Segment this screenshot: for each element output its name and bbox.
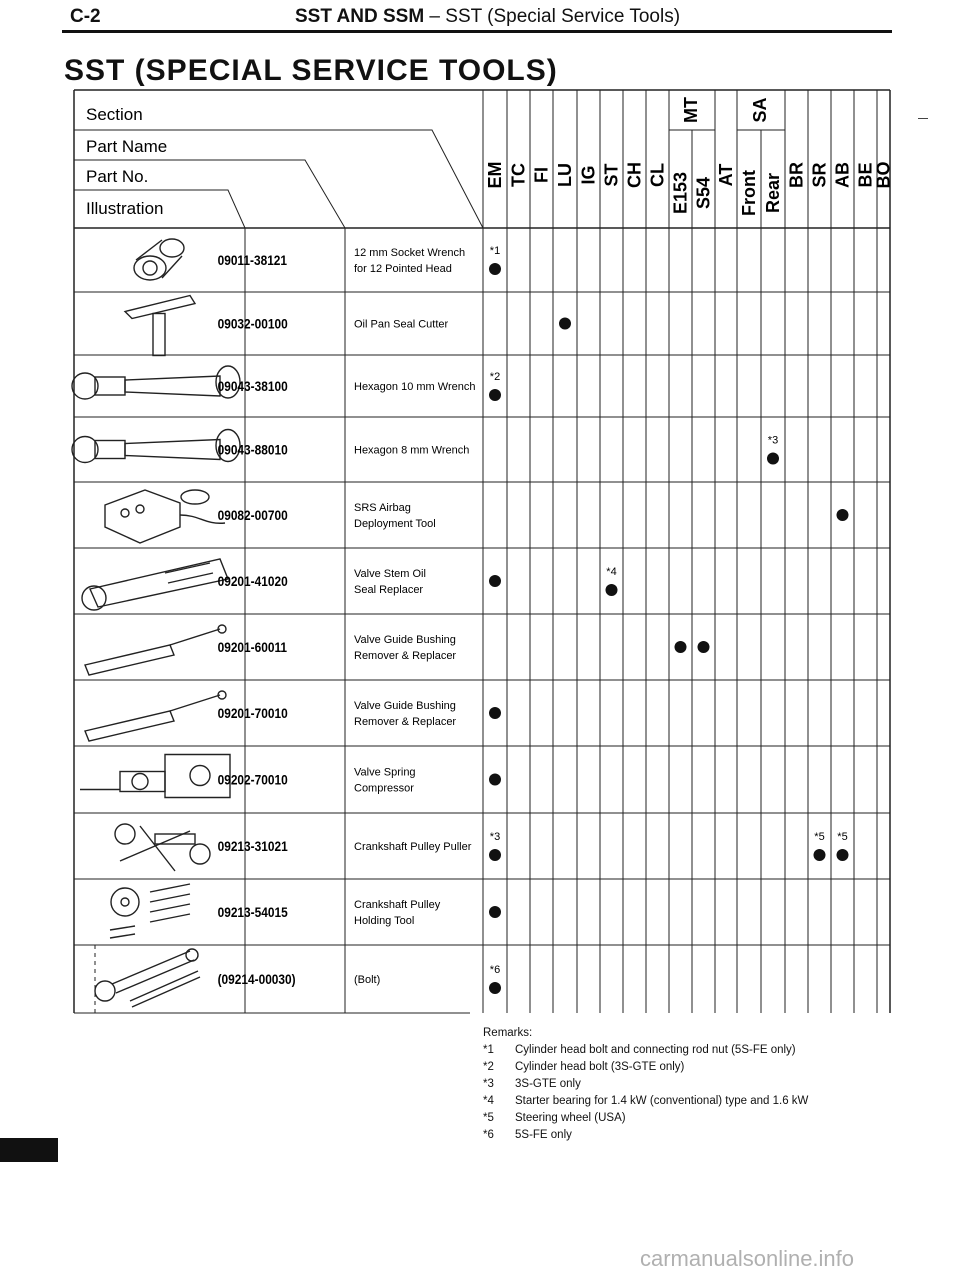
part-name: for 12 Pointed Head	[354, 263, 452, 275]
remark-item	[483, 1042, 808, 1059]
usage-note: *2	[489, 371, 501, 383]
tool-row	[125, 296, 571, 356]
remark-text: 3S-GTE only	[515, 1078, 581, 1090]
usage-dot	[837, 849, 849, 861]
remark-text: Cylinder head bolt (3S-GTE only)	[515, 1061, 685, 1073]
part-number: (09214-00030)	[217, 971, 296, 988]
tool-row	[80, 755, 501, 798]
section-label-cl: CL	[647, 163, 668, 187]
section-label-ig: IG	[578, 165, 599, 185]
remark-text: Cylinder head bolt and connecting rod nut (5S-FE only)	[515, 1044, 796, 1056]
part-name: Remover & Replacer	[354, 650, 457, 662]
pulley-holder-icon	[110, 884, 190, 938]
pulley-puller-icon	[115, 824, 210, 871]
page-number: C-2	[70, 6, 101, 27]
remark-item	[483, 1059, 808, 1076]
section-label-ab: AB	[832, 162, 853, 188]
usage-dot	[559, 318, 571, 330]
section-label-ch: CH	[624, 162, 645, 188]
section-label-bo: BO	[873, 161, 894, 189]
usage-dot	[837, 509, 849, 521]
section-label-fi: FI	[531, 167, 552, 183]
usage-dot	[489, 982, 501, 994]
usage-dot	[489, 707, 501, 719]
section-label-br: BR	[786, 162, 807, 188]
part-number: 09213-31021	[217, 838, 288, 855]
remarks	[483, 1025, 808, 1144]
part-name: Remover & Replacer	[354, 716, 457, 728]
usage-note: *6	[489, 964, 501, 976]
section-label-rear: Rear	[762, 172, 783, 214]
tool-row	[85, 625, 710, 675]
section-tab-marker	[0, 1138, 58, 1162]
part-name: Deployment Tool	[354, 518, 436, 530]
footer-watermark: carmanualsonline.info	[640, 1246, 855, 1271]
part-number: 09082-00700	[217, 507, 288, 524]
running-header-rest: – SST (Special Service Tools)	[424, 6, 681, 27]
part-number: 09011-38121	[217, 252, 288, 269]
remark-text: Starter bearing for 1.4 kW (conventional) type and 1.6 kW	[515, 1095, 809, 1107]
usage-dot	[489, 389, 501, 401]
part-name: Seal Replacer	[354, 584, 424, 596]
usage-dot	[489, 849, 501, 861]
running-header-bold: SST AND SSM	[295, 6, 425, 27]
usage-dot	[675, 641, 687, 653]
usage-note: *4	[606, 566, 617, 578]
usage-dot	[489, 263, 501, 275]
tool-row	[72, 366, 501, 401]
part-name: Valve Guide Bushing	[354, 634, 456, 646]
remarks-title: Remarks:	[483, 1027, 533, 1039]
bushing-remover-icon	[85, 625, 226, 675]
group-label-sa: SA	[749, 97, 770, 123]
remark-number: *6	[483, 1129, 494, 1141]
tool-row	[85, 691, 501, 741]
usage-note: *3	[489, 831, 501, 843]
section-label-em: EM	[484, 161, 505, 189]
airbag-tool-icon	[105, 490, 225, 543]
remark-number: *3	[483, 1078, 494, 1090]
remark-item	[483, 1093, 808, 1110]
header-part-name-label: Part Name	[86, 137, 168, 156]
header-section-label: Section	[86, 105, 143, 124]
section-label-front: Front	[738, 170, 759, 216]
part-name: Valve Spring	[354, 766, 416, 779]
header-illustration-label: Illustration	[86, 199, 164, 218]
hex-wrench-icon	[72, 430, 240, 463]
tool-row	[95, 949, 501, 1007]
part-name: (Bolt)	[354, 974, 381, 986]
tool-row	[110, 884, 501, 938]
usage-dot	[606, 584, 618, 596]
part-name: Crankshaft Pulley	[354, 899, 441, 911]
section-label-s54: S54	[693, 176, 714, 210]
hex-wrench-icon	[72, 366, 240, 399]
group-label-mt: MT	[680, 97, 701, 123]
usage-dot	[698, 641, 710, 653]
seal-replacer-icon	[82, 559, 228, 610]
section-label-lu: LU	[554, 163, 575, 187]
usage-dot	[814, 849, 826, 861]
remark-number: *1	[483, 1044, 494, 1056]
seal-cutter-icon	[125, 296, 195, 356]
part-name: Valve Stem Oil	[354, 568, 426, 580]
part-number: 09201-41020	[217, 573, 288, 590]
part-name: Compressor	[354, 782, 414, 795]
part-number: 09043-88010	[217, 441, 288, 458]
usage-note: *1	[489, 245, 501, 257]
remark-item	[483, 1127, 808, 1144]
remarks-list	[483, 1042, 808, 1144]
bolt-icon	[95, 949, 200, 1007]
socket-icon	[134, 239, 184, 280]
usage-note: *3	[767, 434, 779, 447]
header-part-no-label: Part No.	[86, 167, 149, 186]
usage-note: *5	[837, 831, 848, 843]
part-name: Valve Guide Bushing	[354, 700, 456, 712]
section-label-e153: E153	[670, 171, 691, 215]
remark-number: *4	[483, 1095, 494, 1107]
section-label-st: ST	[601, 163, 622, 187]
usage-dot	[489, 575, 501, 587]
part-number: 09201-70010	[217, 705, 288, 722]
section-label-be: BE	[855, 162, 876, 188]
remark-item	[483, 1110, 808, 1127]
usage-dot	[489, 774, 501, 786]
part-name: Hexagon 10 mm Wrench	[354, 381, 476, 393]
tool-row	[72, 430, 779, 465]
bushing-remover-icon	[85, 691, 226, 741]
remark-text: 5S-FE only	[515, 1129, 572, 1141]
usage-note: *5	[814, 831, 825, 843]
tool-row	[82, 559, 618, 610]
section-label-tc: TC	[508, 163, 529, 187]
part-name: SRS Airbag	[354, 502, 411, 514]
part-number: 09213-54015	[217, 904, 288, 921]
remark-number: *5	[483, 1112, 494, 1124]
part-number: 09202-70010	[217, 771, 288, 788]
section-label-sr: SR	[809, 162, 830, 188]
remark-text: Steering wheel (USA)	[515, 1112, 626, 1124]
section-label-at: AT	[715, 163, 736, 187]
part-number: 09032-00100	[217, 315, 288, 332]
tool-row	[115, 824, 849, 871]
remark-number: *2	[483, 1061, 494, 1073]
part-name: Crankshaft Pulley Puller	[354, 841, 472, 853]
usage-dot	[489, 906, 501, 918]
part-number: 09043-38100	[217, 378, 288, 395]
part-name: Hexagon 8 mm Wrench	[354, 444, 470, 457]
part-number: 09201-60011	[217, 639, 288, 656]
part-name: Oil Pan Seal Cutter	[354, 318, 449, 331]
usage-dot	[767, 453, 779, 465]
spring-compressor-icon	[80, 755, 230, 798]
page-title: SST (SPECIAL SERVICE TOOLS)	[64, 54, 558, 87]
part-name: Holding Tool	[354, 915, 415, 927]
remark-item	[483, 1076, 808, 1093]
part-name: 12 mm Socket Wrench	[354, 247, 466, 259]
tool-row	[134, 239, 501, 280]
